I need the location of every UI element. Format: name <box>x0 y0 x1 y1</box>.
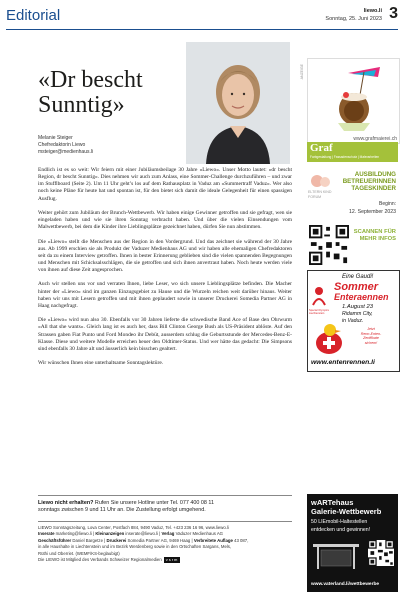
wart-url[interactable]: www.vaterland.li/wettbewerbe <box>311 582 380 587</box>
page-header <box>6 6 398 28</box>
delivery-hotline-notice <box>38 500 292 514</box>
article-headline <box>38 68 143 118</box>
graf-logo: Graf <box>310 142 333 154</box>
paragraph: Wir wünschen Ihnen eine unterhaltsame Sonntagslektüre. <box>38 360 164 367</box>
forum-title-line: TAGESKINDER <box>351 185 396 192</box>
imprint-key: Geschäftsführer <box>38 537 72 543</box>
wart-line1: wARTehaus <box>311 498 354 507</box>
imprint-value: Daniel Bargetze | <box>71 537 107 543</box>
vsrm-logo: vsrm <box>165 557 179 563</box>
sommer-line2: Sommer <box>334 281 379 293</box>
paragraph: Endlich ist es so weit: Wir feiern mit einer Jubiläumsbeilage 30 Jahre «Liewo». Unser Motto lautet: «dr bescht Region, dr bescht Sunntig». Dies nehmen wir auch zum Anlass, eine Sommer-Challenge durchzuführen – und zwar im Stufflboard (Seite 2). Um 11 Uhr geht’s los auf dem Rathausplatz in Vaduz am «Summertraff Vaduz». Wer also noch keine Pläne für heute hat und spontan ist, für den bietet sich damit die ideale Gelegenheit für einen spassigen Ausflug. <box>38 167 292 202</box>
qr-code-icon[interactable] <box>368 540 394 566</box>
imprint-line <box>38 557 292 563</box>
author-role: Chefredaktorin Liewo <box>38 142 86 148</box>
imprint-membership: Die LIEWO ist Mitglied des Verbands Schweizer Regionalmedien <box>38 557 162 563</box>
race-place-2: in Vaduz. <box>342 318 364 324</box>
imprint-value: Vaduzer Medienhaus AG <box>174 531 224 537</box>
article-body <box>38 167 292 374</box>
wart-line3: 50 LIEmobil-Haltestellen <box>311 519 368 525</box>
graf-url[interactable]: www.grafmaierei.ch <box>353 136 397 142</box>
wartehaus-ad[interactable] <box>307 494 398 592</box>
headline-line: «Dr bescht <box>38 67 143 93</box>
imprint-value: 43 087, <box>232 537 249 543</box>
badge-line: sichern! <box>364 340 378 345</box>
badge-line: Renn-Enten- <box>360 331 382 336</box>
imprint-key: Inserate <box>38 531 55 537</box>
eltern-kind-forum-ad[interactable] <box>307 168 398 222</box>
race-date: 1.August 23 <box>342 304 373 310</box>
special-olympics-name: Special Olympics Liechtenstein <box>309 309 329 316</box>
imprint-key: Kleinanzeigen <box>95 531 125 537</box>
forum-name-line: FORUM <box>308 194 322 199</box>
hotline-text: Rufen Sie unsere Hotline unter Tel. 077 400 08 11 <box>93 500 214 506</box>
hotline-line <box>38 500 292 507</box>
forum-qr-block[interactable] <box>307 223 398 267</box>
footer-divider <box>38 495 292 496</box>
forum-name-line: ELTERN KIND <box>308 190 332 194</box>
author-photo <box>186 42 290 164</box>
graf-ad[interactable] <box>307 58 400 144</box>
imprint-value: inserate@liewo.li | <box>124 531 162 537</box>
scan-line: MEHR INFOS <box>359 236 396 242</box>
paragraph: Die «Liewo» wird nun also 30. Ebenfalls vor 30 Jahren lieferte die schwedische Band Ace of Base den Ohrwurm «All that she wants». Gleich lang ist es auch her, dass Bill Clinton George Bush als US-Präsident ablöste. Auf den Strassen gaben Fiat Punto und Ford Mondeo ihr Debüt, ausserdem schlug die Geburtsstunde der Mercedes-Benz-E-Klasse. Diese und weitere Modelle erreichen heuer den Oldtimer-Status. Und wer hätte das gedacht: Die Simpsons sind ebenfalls 30 Jahre alt und äusserlich kein bisschen gealtert. <box>38 317 292 352</box>
entenrennen-ad[interactable] <box>307 270 400 372</box>
cocktail-illustration <box>308 59 399 143</box>
page-number: 3 <box>389 5 398 22</box>
certificate-badge[interactable] <box>348 327 394 345</box>
hotline-line-2: sonntags zwischen 9 und 11 Uhr an. Die Zustellung erfolgt umgehend. <box>38 507 206 513</box>
imprint <box>38 525 292 563</box>
forum-name <box>308 190 332 199</box>
paragraph: Die «Liewo» stellt die Menschen aus der Region in den Vordergrund. Und das zeichnet sie während der 30 Jahre aus. Ab 1999 erschien sie als Produkt der Vaduzer Medienhaus AG und wir haben alle ehemaligen Chefredaktoren seit da zu einem Interview getroffen. Ihnen in bester Erinnerung geblieben sind die vielen spannenden Begegnungen und Menschen mit Schicksalsschlägen, die sie getroffen und sich ihnen anvertraut haben. Noch heute werden viele von ihnen auf diese Zeit angesprochen. <box>38 238 292 274</box>
scan-line: SCANNEN FÜR <box>353 229 396 235</box>
imprint-value: Somedia Partner AG, 9469 Haag | <box>126 537 194 543</box>
wart-line2: Galerie-Wettbewerb <box>311 507 382 516</box>
footer-divider <box>38 521 292 522</box>
imprint-line: Rüthi und Oberriet. (WEMF/KS-beglaubigt) <box>38 550 120 556</box>
entenrennen-url[interactable]: www.entenrennen.li <box>311 359 375 366</box>
scan-prompt <box>354 229 396 243</box>
imprint-value: marketing@liewo.li | <box>54 531 96 537</box>
forum-title-line: AUSBILDUNG <box>354 171 396 178</box>
author-byline <box>38 135 93 156</box>
forum-title <box>343 171 396 192</box>
author-portrait-illustration <box>186 42 290 164</box>
forum-title-line: BETREUERINNEN <box>342 178 396 185</box>
paragraph: Auch wir stellen uns vor und verraten Ihnen, liebe Leser, wo sich unsere Lieblingsplätze befinden. Die Macher hinter der «Liewo» sind im ganzen Einzugsgebiet zu Hause und die Wurzeln reichen weit darüber hinaus. Weiter haben wir uns mit Lesern getroffen und mit ihnen geplaudert sowie in unserer Druckerei Somedia Partner AG in Haag nachgefragt. <box>38 281 292 309</box>
special-olympics-logo-icon <box>311 285 327 307</box>
graf-tagline: Farbgestaltung | Fassadenschutz | Malerarbeiten <box>310 155 380 159</box>
publication-name: liewo.li <box>363 8 382 14</box>
qr-code-icon[interactable] <box>309 225 349 265</box>
swiss-duck-icon <box>314 323 344 355</box>
bus-stop-illustration <box>311 538 365 572</box>
race-place-1: Ridamm City, <box>342 311 373 317</box>
badge-line: Zertifikate <box>363 336 379 341</box>
imprint-key: Verbreitete Auflage <box>193 537 233 543</box>
imprint-line: LIEWO Sonntagszeitung, Lova Center, Postfach 884, 9490 Vaduz, Tel. +423 236 16 96, www.liewo.li <box>38 525 229 530</box>
paragraph: Weiter gehört zum Jubiläum der Brunch-Wettbewerb. Wir haben einige Gewinner getroffen und sie gefragt, wen sie eingeladen haben und wie sie ihren Sonntag verbracht haben. Und über die vielen Einsendungen vom Malwettbewerb, bei dem die Kinder ihre Lieblingsplätze gezeichnet haben, dürfen Sie nun abstimmen. <box>38 209 292 231</box>
imprint-line: in alle Haushalte in Liechtenstein und im Bezirk Werdenberg sowie in den Ortschaften Sargans, Mels, <box>38 544 232 550</box>
section-title: Editorial <box>6 7 61 24</box>
hotline-title: Liewo nicht erhalten? <box>38 500 94 506</box>
graf-banner[interactable] <box>307 142 398 162</box>
imprint-key: Druckerei <box>106 537 127 543</box>
headline-line: Sunntig» <box>38 92 125 118</box>
sommer-line3: Enteraennen <box>334 292 389 302</box>
author-email[interactable]: msteiger@medienhaus.li <box>38 149 94 155</box>
sommer-line1: Eine Gaudi! <box>342 274 374 280</box>
badge-line: Jetzt <box>367 327 375 331</box>
header-rule <box>6 29 398 30</box>
issue-date: Sonntag, 25. Juni 2023 <box>325 16 382 22</box>
wart-line4: entdecken und gewinnen! <box>311 527 371 533</box>
forum-start-label: Beginn: <box>379 201 396 207</box>
author-name: Melanie Steiger <box>38 135 73 141</box>
forum-logo-icon <box>309 172 333 192</box>
imprint-key: Verlag <box>161 531 175 537</box>
anzeige-label: ANZEIGE <box>300 64 304 80</box>
forum-start-date: 12. September 2023 <box>348 209 396 215</box>
